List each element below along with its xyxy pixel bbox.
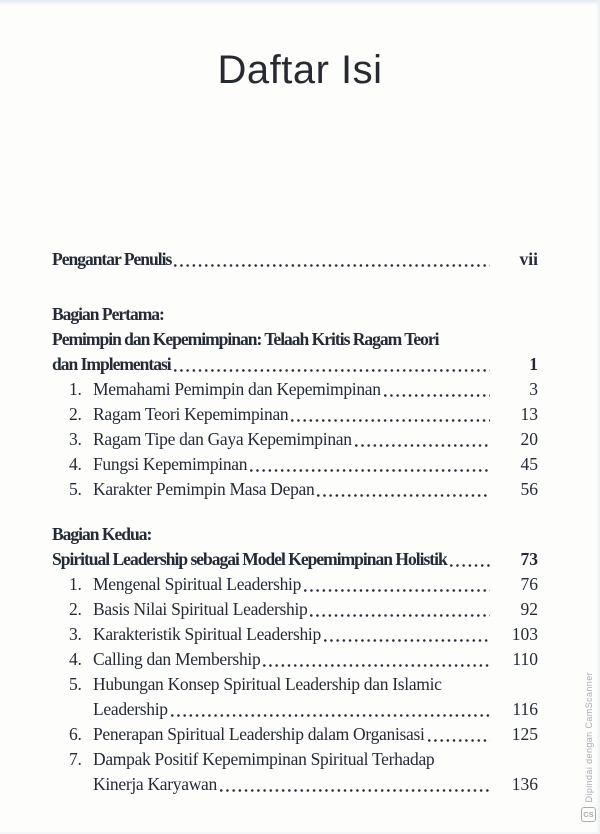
dot-leader: [250, 469, 490, 472]
toc-item-continuation: [52, 697, 538, 722]
dot-leader: [310, 614, 490, 617]
page-number: vii: [519, 249, 538, 269]
entry-label: Pengantar Penulis: [52, 249, 172, 269]
item-text: Memahami Pemimpin dan Kepemimpinan: [93, 379, 381, 399]
page-number: 3: [529, 379, 538, 399]
item-number: 5.: [69, 479, 82, 499]
toc-entry: [52, 247, 538, 272]
dot-leader: [220, 789, 490, 792]
toc-item-continuation: [52, 772, 538, 797]
dot-leader: [355, 444, 490, 447]
dot-leader: [450, 564, 490, 567]
section-heading-row: [52, 302, 538, 327]
dot-leader: [384, 394, 490, 397]
section-title-text: Pemimpin dan Kepemimpinan: Telaah Kritis Ragam Teori: [52, 329, 439, 349]
section-heading: Bagian Pertama:: [52, 304, 164, 324]
scan-edge-top: [0, 0, 600, 5]
page-number: 73: [520, 549, 538, 569]
item-text: Ragam Teori Kepemimpinan: [93, 404, 289, 424]
item-text: Dampak Positif Kepemimpinan Spiritual Terhadap: [93, 749, 435, 769]
page-number: 13: [520, 404, 538, 424]
section-title-line: [52, 327, 538, 352]
page-number: 116: [512, 699, 538, 719]
toc-item: [52, 597, 538, 622]
toc-item: [52, 377, 538, 402]
item-text: Leadership: [93, 699, 168, 719]
toc: [52, 247, 538, 797]
page-number: 45: [520, 454, 538, 474]
item-number: 2.: [69, 404, 82, 424]
item-number: 5.: [69, 674, 82, 694]
toc-section: [52, 522, 538, 797]
item-text: Hubungan Konsep Spiritual Leadership dan Islamic: [93, 674, 442, 694]
toc-item: [52, 477, 538, 502]
page-number: 136: [511, 774, 538, 794]
camscanner-watermark: [581, 672, 596, 822]
section-heading: Bagian Kedua:: [52, 524, 152, 544]
item-number: 1.: [69, 379, 82, 399]
page-number: 56: [520, 479, 538, 499]
dot-leader: [324, 639, 490, 642]
item-text: Ragam Tipe dan Gaya Kepemimpinan: [93, 429, 352, 449]
item-text: Basis Nilai Spiritual Leadership: [93, 599, 308, 619]
toc-item: [52, 747, 538, 772]
dot-leader: [428, 739, 490, 742]
dot-leader: [263, 664, 490, 667]
dot-leader: [317, 494, 490, 497]
dot-leader: [304, 589, 490, 592]
toc-section: [52, 302, 538, 502]
item-text: Karakteristik Spiritual Leadership: [93, 624, 321, 644]
item-number: 3.: [69, 429, 82, 449]
toc-item: [52, 647, 538, 672]
dot-leader: [291, 419, 490, 422]
item-number: 7.: [69, 749, 82, 769]
page-number: 110: [512, 649, 538, 669]
page-number: 76: [520, 574, 538, 594]
item-number: 6.: [69, 724, 82, 744]
item-number: 1.: [69, 574, 82, 594]
item-number: 4.: [69, 454, 82, 474]
item-text: Fungsi Kepemimpinan: [93, 454, 248, 474]
page-number: 20: [520, 429, 538, 449]
item-text: Penerapan Spiritual Leadership dalam Organisasi: [93, 724, 425, 744]
toc-item: [52, 572, 538, 597]
section-title-text: dan Implementasi: [52, 354, 171, 374]
page-number: 125: [511, 724, 538, 744]
dot-leader: [174, 369, 490, 372]
page-title: Daftar Isi: [217, 48, 383, 92]
item-number: 4.: [69, 649, 82, 669]
section-title-text: Spiritual Leadership sebagai Model Kepemimpinan Holistik: [52, 549, 447, 569]
camscanner-icon: CS: [581, 807, 596, 822]
dot-leader: [171, 714, 490, 717]
page-number: 92: [520, 599, 538, 619]
section-heading-row: [52, 522, 538, 547]
toc-item: [52, 402, 538, 427]
item-text: Karakter Pemimpin Masa Depan: [93, 479, 315, 499]
item-text: Calling dan Membership: [93, 649, 261, 669]
toc-item: [52, 452, 538, 477]
camscanner-text: Dipindai dengan CamScanner: [583, 671, 594, 802]
toc-item: [52, 427, 538, 452]
item-text: Kinerja Karyawan: [93, 774, 217, 794]
scan-edge-right: [596, 0, 600, 834]
section-title-line: [52, 352, 538, 377]
page-number: 103: [511, 624, 538, 644]
item-text: Mengenal Spiritual Leadership: [93, 574, 302, 594]
toc-item: [52, 622, 538, 647]
item-number: 3.: [69, 624, 82, 644]
toc-item: [52, 722, 538, 747]
section-title-line: [52, 547, 538, 572]
page-number: 1: [529, 354, 538, 374]
item-number: 2.: [69, 599, 82, 619]
dot-leader: [174, 264, 490, 267]
toc-item: [52, 672, 538, 697]
